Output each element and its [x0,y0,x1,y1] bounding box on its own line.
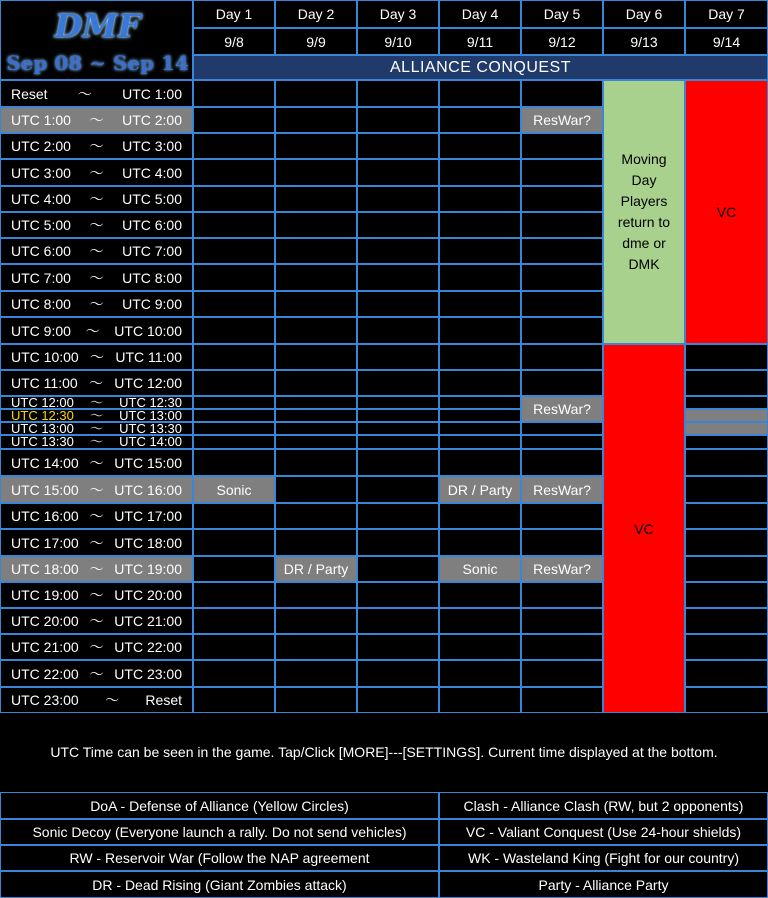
time-start: UTC 12:30 [11,407,74,423]
time-start: UTC 16:00 [11,508,79,524]
day-date: 9/12 [521,28,603,55]
event-dr-party[interactable]: DR / Party [275,556,357,582]
schedule-cell [357,422,439,435]
schedule-cell [357,291,439,317]
time-end: UTC 18:00 [114,534,182,551]
schedule-cell [521,291,603,317]
time-slot [0,503,193,529]
schedule-cell [357,687,439,713]
schedule-cell [275,291,357,317]
schedule-cell [439,186,521,212]
schedule-cell [275,634,357,660]
tilde-separator: ～ [89,613,104,629]
time-end: UTC 11:00 [115,349,182,365]
schedule-cell [193,133,275,159]
schedule-cell [357,634,439,660]
time-start: UTC 9:00 [11,322,71,339]
schedule-cell [275,133,357,159]
schedule-cell [275,529,357,556]
schedule-cell [521,634,603,660]
schedule-cell [193,291,275,317]
logo-title: DMF [54,7,141,45]
time-start: UTC 1:00 [11,112,71,128]
time-slot [0,159,193,186]
schedule-cell [193,608,275,634]
tilde-separator: ～ [89,407,103,423]
schedule-cell [357,503,439,529]
schedule-cell [439,264,521,291]
tilde-separator: ～ [89,434,103,449]
schedule-cell [275,660,357,687]
schedule-cell [521,186,603,212]
tilde-separator: ～ [90,349,105,365]
schedule-cell [521,529,603,556]
day-header: Day 5 [521,0,603,28]
day-header: Day 1 [193,0,275,28]
tilde-separator: ～ [105,692,120,708]
time-start: UTC 22:00 [11,665,79,682]
day-header: Day 4 [439,0,521,28]
schedule-cell [193,80,275,107]
schedule-cell [439,435,521,449]
event-reswar[interactable]: ResWar? [521,396,603,422]
schedule-cell [439,80,521,107]
schedule-cell [439,449,521,476]
schedule-cell [357,608,439,634]
time-start: UTC 13:00 [11,420,74,436]
schedule-cell [357,370,439,396]
time-slot [0,344,193,370]
event-reswar[interactable]: ResWar? [521,107,603,133]
time-slot [0,264,193,291]
schedule-cell [685,435,768,449]
time-start: UTC 3:00 [11,164,71,181]
day-date: 9/13 [603,28,685,55]
schedule-cell [357,186,439,212]
schedule-cell [521,422,603,435]
schedule-cell [357,317,439,344]
event-reswar[interactable]: ResWar? [521,476,603,503]
schedule-cell [439,422,521,435]
schedule-cell [275,344,357,370]
time-end: UTC 7:00 [122,243,182,259]
day-date: 9/11 [439,28,521,55]
time-slot [0,634,193,660]
schedule-cell [357,80,439,107]
schedule-cell [685,409,768,422]
logo-dates: Sep 08 ~ Sep 14 [6,51,189,75]
time-end: UTC 4:00 [122,164,182,181]
time-start: UTC 23:00 [11,692,79,708]
schedule-cell [193,660,275,687]
schedule-cell [193,687,275,713]
time-slot [0,370,193,396]
schedule-cell [439,660,521,687]
time-start: UTC 2:00 [11,138,71,154]
schedule-cell [275,159,357,186]
tilde-separator: ～ [89,296,104,312]
legend-item: DR - Dead Rising (Giant Zombies attack) [0,871,439,898]
schedule-cell [275,503,357,529]
schedule-cell [357,409,439,422]
time-start: UTC 7:00 [11,269,71,286]
day-date: 9/9 [275,28,357,55]
event-sonic[interactable]: Sonic [439,556,521,582]
time-end: UTC 13:30 [119,420,182,436]
tilde-separator: ～ [85,322,100,339]
day-date: 9/8 [193,28,275,55]
time-slot [0,107,193,133]
schedule-cell [521,264,603,291]
schedule-cell [193,503,275,529]
time-end: UTC 8:00 [122,269,182,286]
schedule-cell [193,212,275,238]
schedule-cell [521,212,603,238]
time-start: UTC 5:00 [11,217,71,233]
time-slot [0,80,193,107]
time-end: UTC 21:00 [114,613,182,629]
schedule-cell [521,159,603,186]
tilde-separator: ～ [89,138,104,154]
schedule-cell [357,264,439,291]
time-end: UTC 12:00 [114,375,182,391]
schedule-cell [439,608,521,634]
schedule-cell [275,608,357,634]
time-end: UTC 20:00 [114,587,182,603]
schedule-cell [275,687,357,713]
time-slot [0,186,193,212]
time-start: UTC 20:00 [11,613,79,629]
schedule-cell [439,107,521,133]
schedule-cell [521,503,603,529]
schedule-cell [685,634,768,660]
tilde-separator: ～ [89,112,104,128]
schedule-cell [357,529,439,556]
time-slot [0,435,193,449]
schedule-cell [521,449,603,476]
time-slot [0,133,193,159]
event-moving-day[interactable]: Moving Day Players return to dme or DMK [603,80,685,344]
schedule-cell [193,634,275,660]
time-start: UTC 14:00 [11,454,79,471]
schedule-cell [439,409,521,422]
schedule-cell [521,344,603,370]
schedule-cell [275,238,357,264]
schedule-cell [275,476,357,503]
schedule-cell [357,582,439,608]
time-start: UTC 15:00 [11,481,79,498]
time-start: Reset [11,85,48,102]
schedule-cell [275,186,357,212]
schedule-cell [685,503,768,529]
schedule-cell [275,435,357,449]
schedule-cell [193,317,275,344]
day-header: Day 6 [603,0,685,28]
schedule-cell [193,409,275,422]
time-end: UTC 3:00 [122,138,182,154]
tilde-separator: ～ [89,217,104,233]
time-start: UTC 13:30 [11,434,74,449]
tilde-separator: ～ [89,561,104,577]
tilde-separator: ～ [89,587,104,603]
schedule-cell [439,133,521,159]
schedule-cell [439,159,521,186]
day-date: 9/10 [357,28,439,55]
schedule-cell [685,422,768,435]
time-start: UTC 17:00 [11,534,79,551]
time-slot [0,212,193,238]
time-slot [0,556,193,582]
time-start: UTC 18:00 [11,561,79,577]
schedule-cell [193,396,275,409]
time-slot [0,582,193,608]
time-start: UTC 11:00 [11,375,78,391]
tilde-separator: ～ [89,243,104,259]
schedule-cell [193,422,275,435]
schedule-cell [521,660,603,687]
schedule-cell [685,660,768,687]
time-end: UTC 22:00 [114,639,182,655]
time-end: UTC 10:00 [114,322,182,339]
time-slot [0,317,193,344]
schedule-cell [685,529,768,556]
schedule-cell [439,687,521,713]
schedule-cell [357,159,439,186]
schedule-cell [193,529,275,556]
schedule-cell [439,317,521,344]
schedule-cell [685,687,768,713]
tilde-separator: ～ [89,164,104,181]
tilde-separator: ～ [89,269,104,286]
time-end: UTC 12:30 [119,394,182,410]
time-end: UTC 23:00 [114,665,182,682]
schedule-cell [357,435,439,449]
schedule-cell [685,582,768,608]
legend-item: Clash - Alliance Clash (RW, but 2 opponents) [439,792,768,819]
schedule-cell [193,556,275,582]
tilde-separator: ～ [89,191,104,207]
schedule-cell [439,396,521,409]
schedule-cell [357,556,439,582]
schedule-cell [439,291,521,317]
time-start: UTC 8:00 [11,296,71,312]
schedule-cell [275,107,357,133]
tilde-separator: ～ [89,481,104,498]
schedule-cell [357,238,439,264]
schedule-cell [193,159,275,186]
schedule-cell [357,449,439,476]
legend-item: Sonic Decoy (Everyone launch a rally. Do not send vehicles) [0,819,439,845]
tilde-separator: ～ [89,534,104,551]
schedule-cell [357,344,439,370]
schedule-cell [193,344,275,370]
time-slot [0,476,193,503]
day-date: 9/14 [685,28,768,55]
day-header: Day 2 [275,0,357,28]
event-reswar[interactable]: ResWar? [521,556,603,582]
schedule-cell [685,370,768,396]
schedule-cell [275,212,357,238]
schedule-cell [439,212,521,238]
tilde-separator: ～ [89,454,104,471]
schedule-cell [193,238,275,264]
schedule-cell [685,608,768,634]
schedule-cell [439,634,521,660]
schedule-cell [193,370,275,396]
time-start: UTC 4:00 [11,191,71,207]
time-end: Reset [145,692,182,708]
schedule-cell [275,80,357,107]
time-slot [0,291,193,317]
schedule-cell [193,264,275,291]
schedule-cell [193,449,275,476]
time-end: UTC 1:00 [122,85,182,102]
schedule-cell [275,449,357,476]
event-sonic[interactable]: Sonic [193,476,275,503]
banner-title: ALLIANCE CONQUEST [193,55,768,80]
schedule-cell [439,370,521,396]
tilde-separator: ～ [77,85,92,102]
schedule-cell [521,582,603,608]
tilde-separator: ～ [89,639,104,655]
schedule-cell [275,370,357,396]
schedule-cell [685,449,768,476]
schedule-cell [357,133,439,159]
day-header: Day 7 [685,0,768,28]
legend-item: Party - Alliance Party [439,871,768,898]
schedule-cell [521,133,603,159]
time-start: UTC 10:00 [11,349,79,365]
schedule-cell [357,476,439,503]
schedule-cell [275,582,357,608]
tilde-separator: ～ [89,394,103,410]
schedule-cell [685,344,768,370]
schedule-cell [357,212,439,238]
time-slot [0,449,193,476]
schedule-cell [439,238,521,264]
schedule-cell [357,660,439,687]
tilde-separator: ～ [88,375,103,391]
time-slot [0,687,193,713]
schedule-cell [521,608,603,634]
utc-note: UTC Time can be seen in the game. Tap/Click [MORE]---[SETTINGS]. Current time displayed at the bottom. [50,744,718,760]
time-slot [0,608,193,634]
time-slot [0,238,193,264]
logo [0,0,193,80]
schedule-cell [521,317,603,344]
time-slot [0,660,193,687]
schedule-cell [521,687,603,713]
schedule-cell [439,503,521,529]
schedule-cell [275,317,357,344]
schedule-cell [521,238,603,264]
day-header: Day 3 [357,0,439,28]
schedule-cell [275,422,357,435]
schedule-cell [357,396,439,409]
legend-item: DoA - Defense of Alliance (Yellow Circles) [0,792,439,819]
legend-item: WK - Wasteland King (Fight for our country) [439,845,768,871]
event-dr-party[interactable]: DR / Party [439,476,521,503]
schedule-cell [193,186,275,212]
schedule-cell [521,435,603,449]
schedule-cell [685,476,768,503]
schedule-cell [685,556,768,582]
time-end: UTC 2:00 [122,112,182,128]
schedule-cell [193,435,275,449]
tilde-separator: ～ [89,665,104,682]
schedule-cell [439,529,521,556]
time-end: UTC 14:00 [119,434,182,449]
schedule-cell [521,370,603,396]
event-vc[interactable]: VC [685,80,768,344]
event-vc[interactable]: VC [603,344,685,713]
time-end: UTC 16:00 [114,481,182,498]
time-start: UTC 6:00 [11,243,71,259]
time-end: UTC 9:00 [122,296,182,312]
tilde-separator: ～ [89,508,104,524]
time-start: UTC 21:00 [11,639,79,655]
time-end: UTC 6:00 [122,217,182,233]
schedule-cell [357,107,439,133]
time-end: UTC 17:00 [114,508,182,524]
schedule-cell [685,396,768,409]
schedule-cell [275,409,357,422]
legend-item: RW - Reservoir War (Follow the NAP agreement [0,845,439,871]
schedule-cell [521,80,603,107]
time-end: UTC 19:00 [114,561,182,577]
schedule-cell [439,344,521,370]
time-end: UTC 13:00 [119,407,182,423]
time-start: UTC 19:00 [11,587,79,603]
schedule-cell [275,264,357,291]
schedule-cell [193,582,275,608]
tilde-separator: ～ [89,420,103,436]
legend-item: VC - Valiant Conquest (Use 24-hour shields) [439,819,768,845]
schedule-cell [439,582,521,608]
schedule-cell [275,396,357,409]
time-end: UTC 15:00 [114,454,182,471]
time-end: UTC 5:00 [122,191,182,207]
time-start: UTC 12:00 [11,394,74,410]
schedule-cell [193,107,275,133]
time-slot [0,529,193,556]
